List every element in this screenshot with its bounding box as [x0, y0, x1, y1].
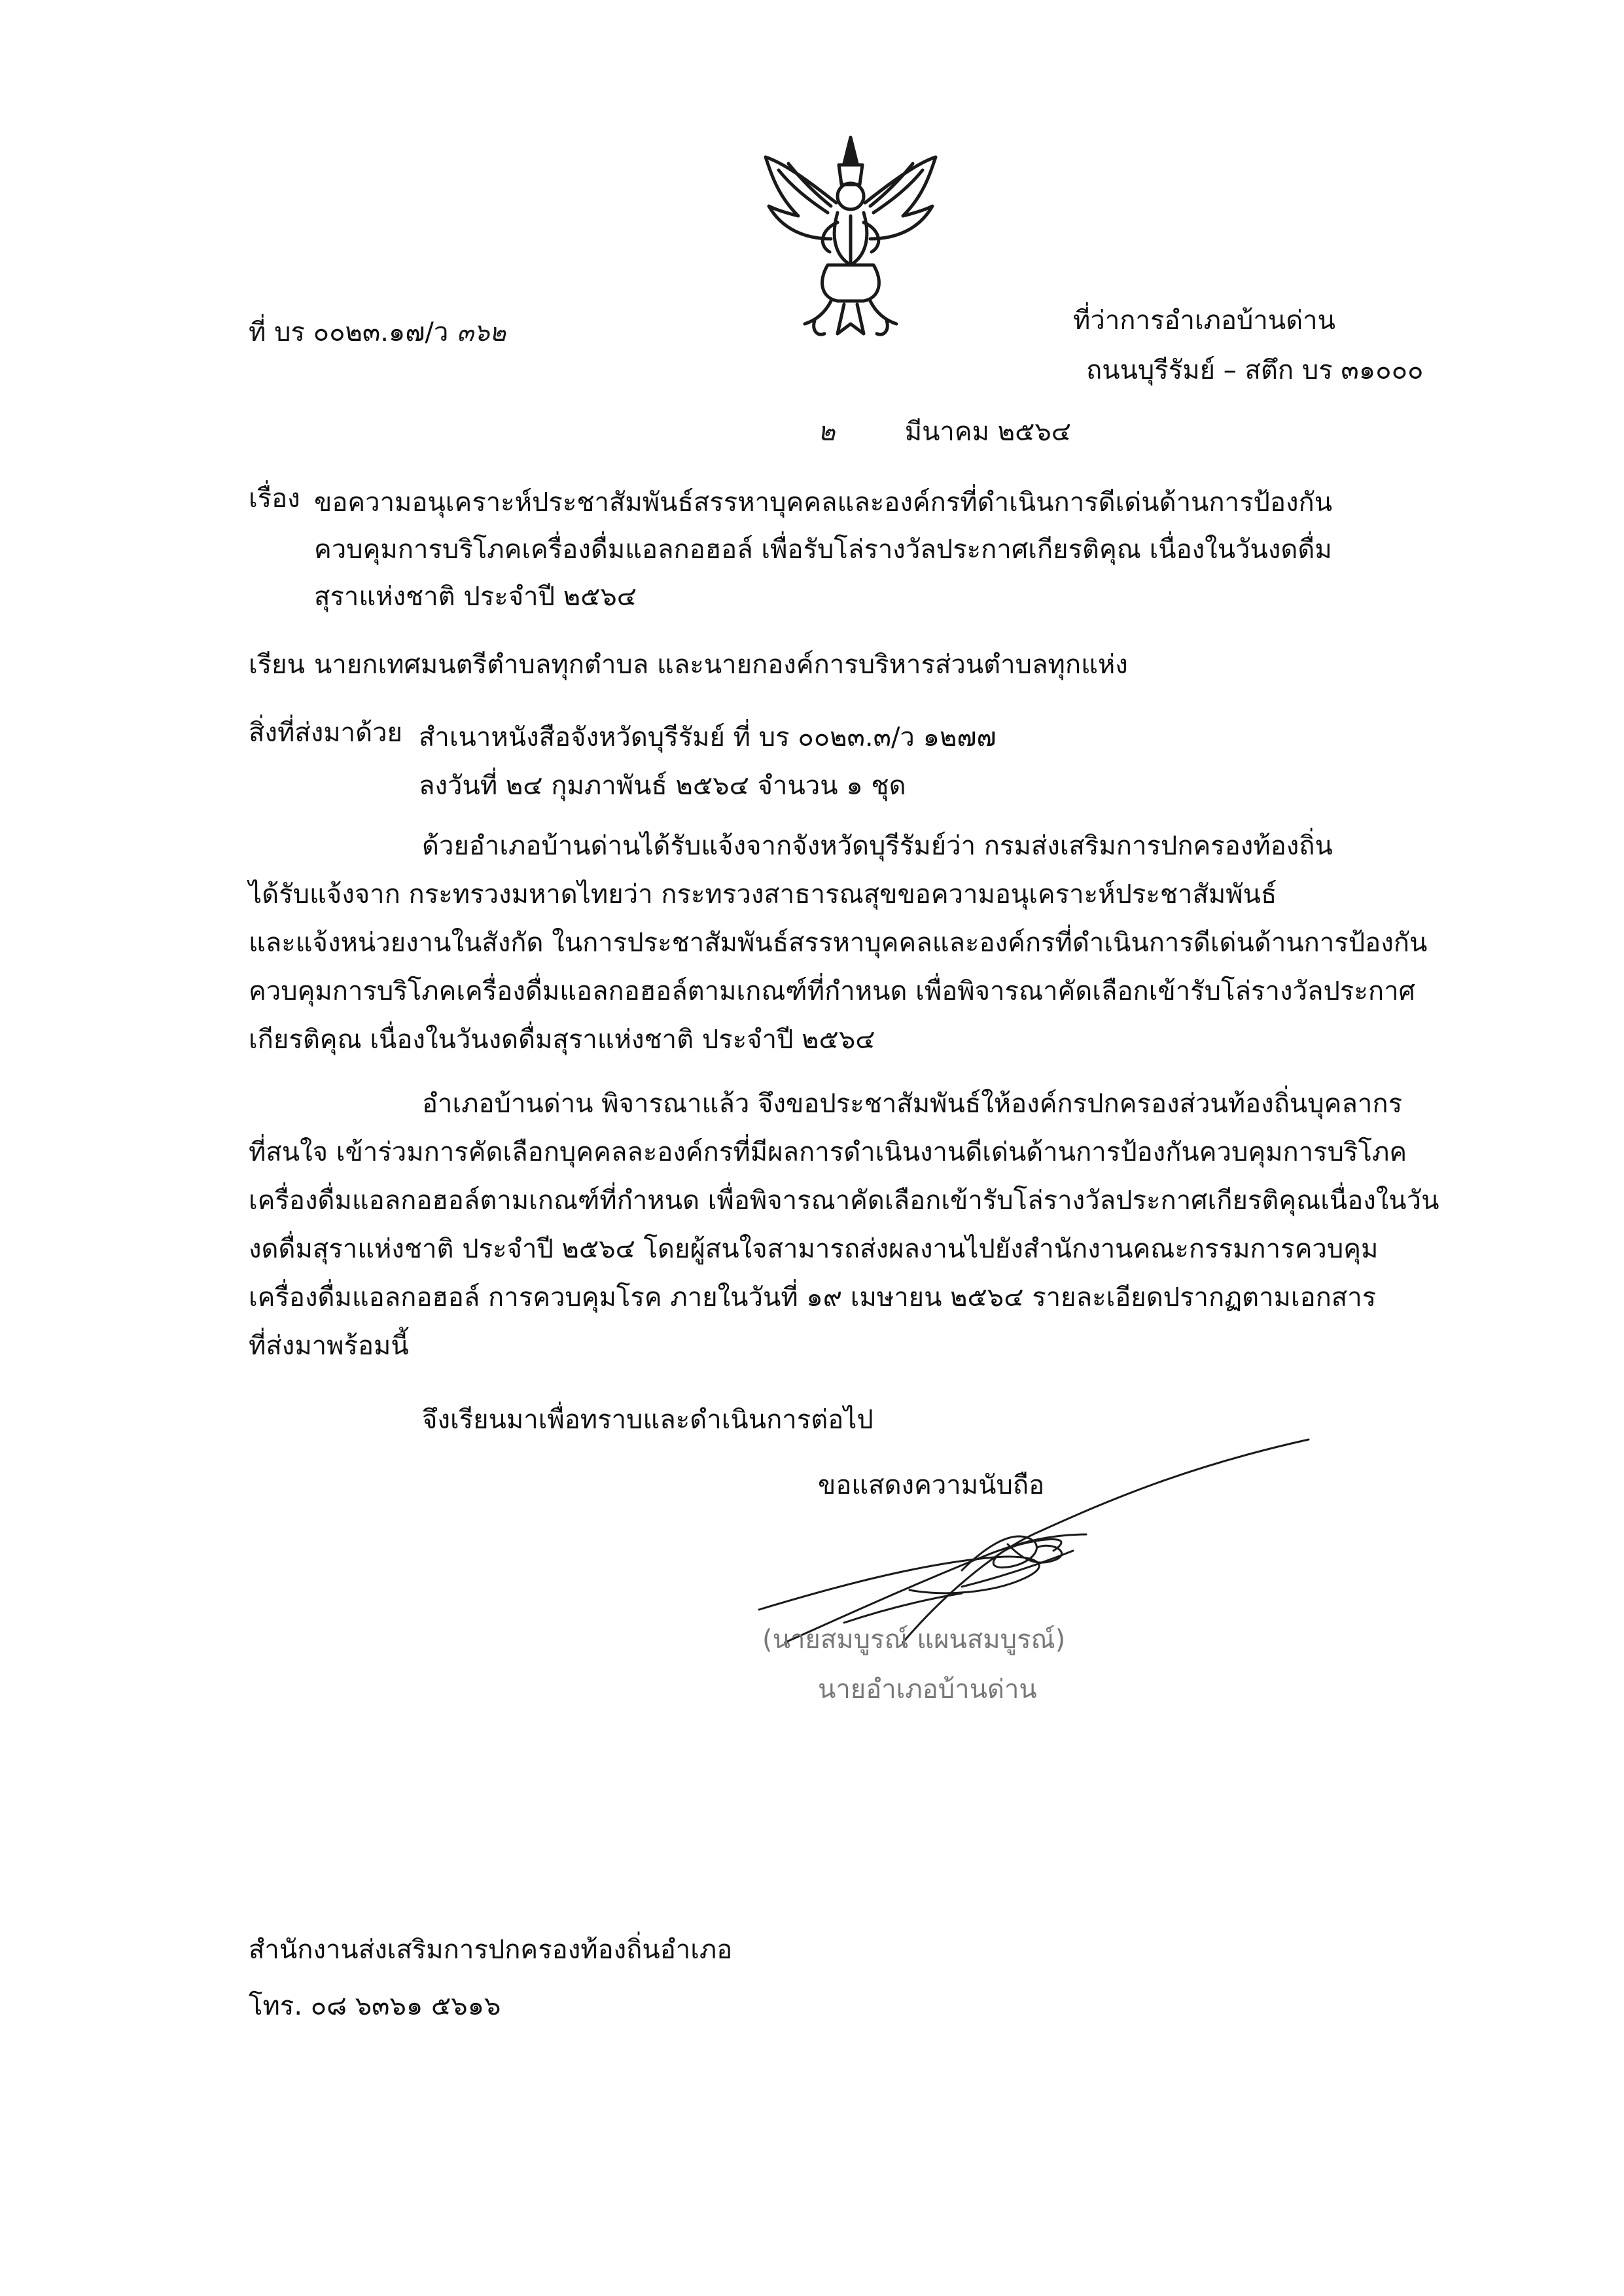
reference-number-text: ที่ บร ๐๐๒๓.๑๗/ว — [249, 317, 449, 347]
paragraph-line: ที่สนใจ เข้าร่วมการคัดเลือกบุคคลละองค์กรที่มีผลการดำเนินงานดีเด่นด้านการป้องกันควบคุมการบริโภค — [249, 1137, 1407, 1167]
subject-block — [314, 479, 1332, 620]
reference-number-handwritten: ๓๖๒ — [457, 318, 506, 347]
paragraph-line: ที่ส่งมาพร้อมนี้ — [249, 1331, 409, 1361]
recipient-label: เรียน — [249, 650, 305, 680]
subject-line: ขอความอนุเคราะห์ประชาสัมพันธ์สรรหาบุคคลและองค์กรที่ดำเนินการดีเด่นด้านการป้องกัน — [314, 487, 1333, 518]
recipient-text: นายกเทศมนตรีตำบลทุกตำบล และนายกองค์การบริหารส่วนตำบลทุกแห่ง — [314, 650, 1128, 680]
signer-title: นายอำเภอบ้านด่าน — [818, 1674, 1037, 1704]
body-paragraph-2 — [249, 1080, 1459, 1370]
paragraph-line: ด้วยอำเภอบ้านด่านได้รับแจ้งจากจังหวัดบุรีรัมย์ว่า กรมส่งเสริมการปกครองท้องถิ่น — [422, 831, 1333, 861]
office-address: ถนนบุรีรัมย์ – สตึก บร ๓๑๐๐๐ — [1086, 355, 1424, 385]
closing-sentence: จึงเรียนมาเพื่อทราบและดำเนินการต่อไป — [422, 1405, 874, 1435]
document-date — [818, 412, 1071, 451]
paragraph-line: อำเภอบ้านด่าน พิจารณาแล้ว จึงขอประชาสัมพันธ์ให้องค์กรปกครองส่วนท้องถิ่นบุคลากร — [422, 1089, 1403, 1119]
body-paragraph-1 — [249, 822, 1459, 1064]
subject-line: สุราแห่งชาติ ประจำปี ๒๕๖๔ — [314, 582, 637, 612]
paragraph-line: และแจ้งหน่วยงานในสังกัด ในการประชาสัมพันธ์สรรหาบุคคลและองค์กรที่ดำเนินการดีเด่นด้านการป้องกัน — [249, 928, 1428, 958]
reference-number — [249, 313, 506, 352]
footer-department: สำนักงานส่งเสริมการปกครองท้องถิ่นอำเภอ — [249, 1935, 733, 1965]
signer-name: (นายสมบูรณ์ แผนสมบูรณ์) — [762, 1625, 1066, 1655]
date-month-year: มีนาคม ๒๕๖๔ — [904, 417, 1072, 447]
paragraph-line: เครื่องดื่มแอลกอฮอล์ การควบคุมโรค ภายในวันที่ ๑๙ เมษายน ๒๕๖๔ รายละเอียดปรากฏตามเอกสาร — [249, 1282, 1377, 1313]
regards-text: ขอแสดงความนับถือ — [818, 1470, 1045, 1500]
garuda-emblem-icon — [752, 124, 949, 347]
enclosure-block — [419, 713, 997, 810]
office-name: ที่ว่าการอำเภอบ้านด่าน — [1073, 306, 1335, 336]
paragraph-line: เครื่องดื่มแอลกอฮอล์ตามเกณฑ์ที่กำหนด เพื่อพิจารณาคัดเลือกเข้ารับโล่รางวัลประกาศเกียรติคุณเนื่องในวัน — [249, 1186, 1439, 1216]
enclosure-line: สำเนาหนังสือจังหวัดบุรีรัมย์ ที่ บร ๐๐๒๓.๓/ว ๑๒๗๗ — [419, 722, 997, 752]
enclosure-label: สิ่งที่ส่งมาด้วย — [249, 718, 402, 748]
paragraph-line: ได้รับแจ้งจาก กระทรวงมหาดไทยว่า กระทรวงสาธารณสุขขอความอนุเคราะห์ประชาสัมพันธ์ — [249, 879, 1277, 910]
paragraph-line: เกียรติคุณ เนื่องในวันงดดื่มสุราแห่งชาติ ประจำปี ๒๕๖๔ — [249, 1025, 875, 1055]
paragraph-line: งดดื่มสุราแห่งชาติ ประจำปี ๒๕๖๔ โดยผู้สนใจสามารถส่งผลงานไปยังสำนักงานคณะกรรมการควบคุม — [249, 1234, 1379, 1264]
garuda-emblem — [752, 124, 949, 347]
paragraph-line: ควบคุมการบริโภคเครื่องดื่มแอลกอฮอล์ตามเกณฑ์ที่กำหนด เพื่อพิจารณาคัดเลือกเข้ารับโล่รางวัลประกาศ — [249, 976, 1415, 1006]
subject-line: ควบคุมการบริโภคเครื่องดื่มแอลกอฮอล์ เพื่อรับโล่รางวัลประกาศเกียรติคุณ เนื่องในวันงดดื่ม — [314, 535, 1332, 565]
date-day-handwritten: ๒ — [818, 417, 836, 447]
enclosure-line: ลงวันที่ ๒๔ กุมภาพันธ์ ๒๕๖๔ จำนวน ๑ ชุด — [419, 771, 906, 801]
subject-label: เรื่อง — [249, 484, 300, 514]
footer-phone: โทร. ๐๘ ๖๓๖๑ ๕๖๑๖ — [249, 1991, 501, 2021]
